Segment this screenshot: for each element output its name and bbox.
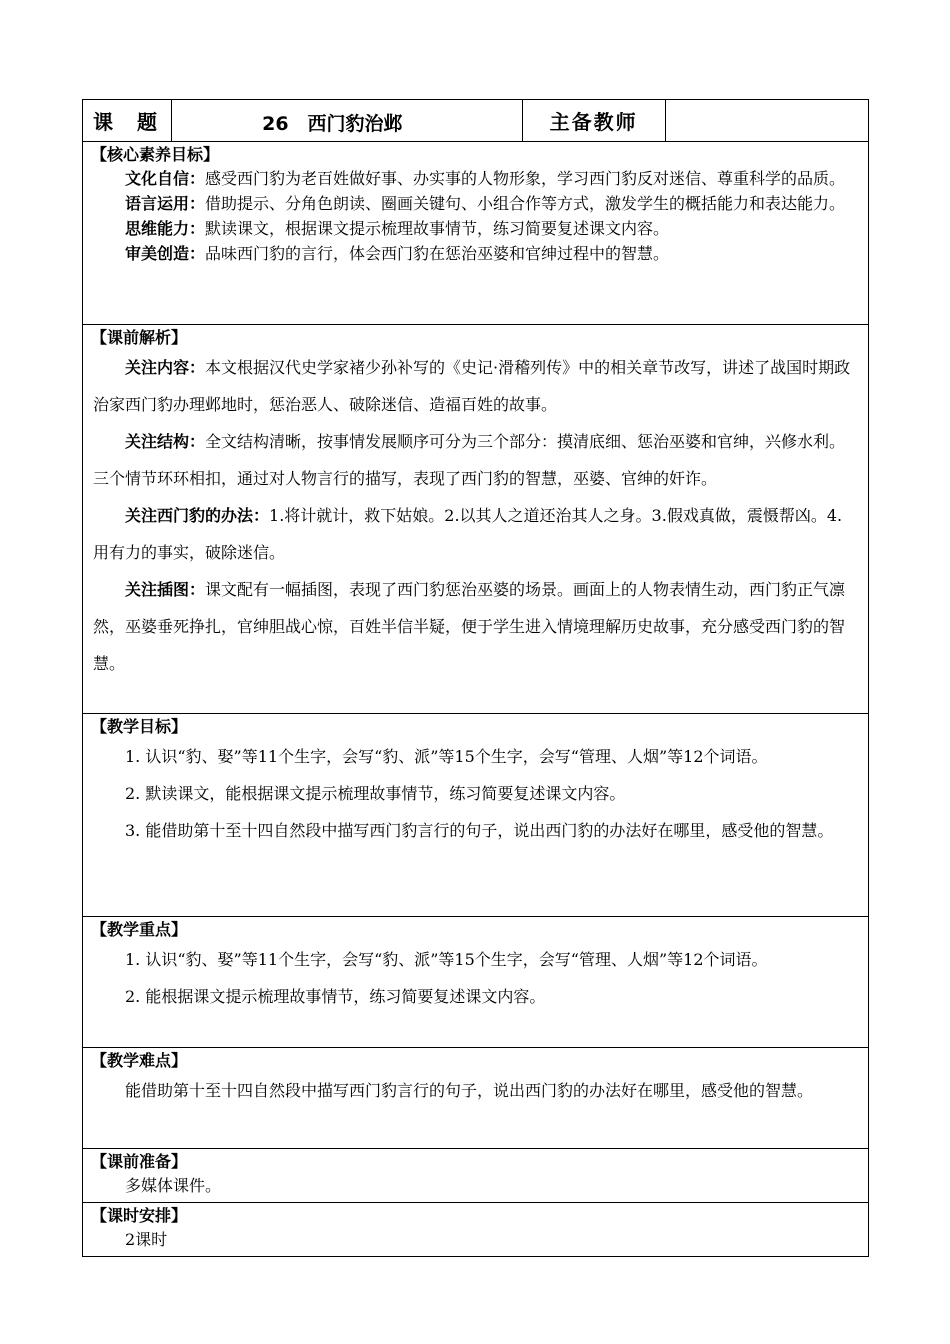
core-item: 思维能力：默读课文，根据课文提示梳理故事情节，练习简要复述课文内容。 bbox=[125, 219, 670, 238]
header-row bbox=[83, 100, 869, 142]
keypoints-heading: 【教学重点】 bbox=[91, 920, 188, 939]
analysis-item: 关注西门豹的办法：1.将计就计，救下姑娘。2.以其人之道还治其人之身。3.假戏真做，震慑帮凶。4.用有力的事实，破除迷信。 bbox=[93, 506, 843, 562]
teacher-value bbox=[665, 100, 868, 142]
difficulty-row bbox=[83, 1048, 869, 1149]
difficulty-heading: 【教学难点】 bbox=[91, 1051, 188, 1070]
core-item: 语言运用：借助提示、分角色朗读、圈画关键句、小组合作等方式，激发学生的概括能力和表达能力。 bbox=[125, 194, 846, 213]
core-item: 审美创造：品味西门豹的言行，体会西门豹在惩治巫婆和官绅过程中的智慧。 bbox=[125, 244, 670, 263]
teacher-label: 主备教师 bbox=[522, 100, 665, 142]
lesson-title: 26 西门豹治邺 bbox=[172, 100, 522, 142]
core-goals-row bbox=[83, 142, 869, 325]
lesson-plan-table bbox=[82, 99, 869, 1257]
goal-item: 2. 默读课文，能根据课文提示梳理故事情节，练习简要复述课文内容。 bbox=[125, 784, 626, 803]
schedule-heading: 【课时安排】 bbox=[91, 1206, 188, 1225]
goal-item: 3. 能借助第十至十四自然段中描写西门豹言行的句子，说出西门豹的办法好在哪里，感受他的智慧。 bbox=[125, 821, 834, 840]
schedule-row bbox=[83, 1203, 869, 1257]
difficulty-text: 能借助第十至十四自然段中描写西门豹言行的句子，说出西门豹的办法好在哪里，感受他的智慧。 bbox=[125, 1081, 814, 1100]
keypoints-row bbox=[83, 917, 869, 1048]
schedule-text: 2课时 bbox=[125, 1230, 168, 1249]
keypoint-item: 2. 能根据课文提示梳理故事情节，练习简要复述课文内容。 bbox=[125, 987, 546, 1006]
analysis-row bbox=[83, 325, 869, 714]
goal-item: 1. 认识“豹、娶”等11个生字，会写“豹、派”等15个生字，会写“管理、人烟”等12个词语。 bbox=[125, 747, 768, 766]
core-goals-heading: 【核心素养目标】 bbox=[91, 145, 220, 164]
analysis-item: 关注内容：本文根据汉代史学家褚少孙补写的《史记·滑稽列传》中的相关章节改写，讲述了战国时期政治家西门豹办理邺地时，惩治恶人、破除迷信、造福百姓的故事。 bbox=[93, 358, 851, 414]
keypoint-item: 1. 认识“豹、娶”等11个生字，会写“豹、派”等15个生字，会写“管理、人烟”等12个词语。 bbox=[125, 950, 768, 969]
analysis-item: 关注插图：课文配有一幅插图，表现了西门豹惩治巫婆的场景。画面上的人物表情生动，西门豹正气凛然，巫婆垂死挣扎，官绅胆战心惊，百姓半信半疑，便于学生进入情境理解历史故事，充分感受西门豹的智慧。 bbox=[93, 580, 846, 673]
goals-heading: 【教学目标】 bbox=[91, 717, 188, 736]
prep-text: 多媒体课件。 bbox=[125, 1176, 222, 1195]
prep-heading: 【课前准备】 bbox=[91, 1152, 188, 1171]
lesson-plan-page bbox=[82, 99, 869, 1257]
prep-row bbox=[83, 1149, 869, 1203]
analysis-heading: 【课前解析】 bbox=[91, 328, 188, 347]
topic-label: 课 题 bbox=[83, 100, 172, 142]
goals-row bbox=[83, 714, 869, 917]
core-item: 文化自信：感受西门豹为老百姓做好事、办实事的人物形象，学习西门豹反对迷信、尊重科学的品质。 bbox=[125, 169, 846, 188]
analysis-item: 关注结构：全文结构清晰，按事情发展顺序可分为三个部分：摸清底细、惩治巫婆和官绅，兴修水利。三个情节环环相扣，通过对人物言行的描写，表现了西门豹的智慧，巫婆、官绅的奸诈。 bbox=[93, 432, 846, 488]
